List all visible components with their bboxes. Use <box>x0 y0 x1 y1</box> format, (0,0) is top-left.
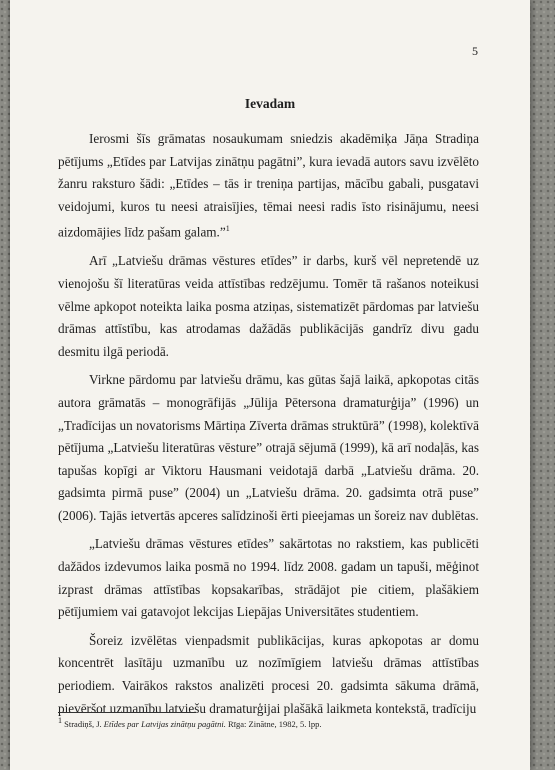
page-number: 5 <box>472 44 478 58</box>
paragraph: Ierosmi šīs grāmatas nosaukumam sniedzis akadēmiķa Jāņa Stradiņa pētījums „Etīdes par Latvijas zinātņu pagātni”, kura ievadā autors savu izvēlēto žanru raksturo šādi: „Etīdes – tās ir treniņa partijas, mācību gabali, pusgatavi veidojumi, kuros tu neesi atraisījies, tēmai neesi radis īsto risinājumu, neesi aizdomājies līdz pašam galam.”$^1$ <box>58 131 479 240</box>
paragraph: Virkne pārdomu par latviešu drāmu, kas gūtas šajā laikā, apkopotas citās autora grāmatās – monogrāfijās „Jūlija Pētersona dramaturģija” (1996) un „Tradīcijas un novatorisms Mārtiņa Zīverta drāmas struktūrā” (1998), kolektīvā pētījuma „Latviešu literatūras vēsture” otrajā sējumā (1999), kā arī nodaļās, kas tapušas kopīgi ar Viktoru Hausmani veidotajā darbā „Latviešu drāma. 20. gadsimta pirmā puse” (2004) un „Latviešu drāma. 20. gadsimta otrā puse” (2006). Tajās ietvertās apceres salīdzinoši ērti pieejamas un šoreiz nav dublētas. <box>58 372 479 523</box>
footnote-rest: Rīga: Zinātne, 1982, 5. lpp. <box>228 718 322 729</box>
paragraph: „Latviešu drāmas vēstures etīdes” sakārtotas no rakstiem, kas publicēti dažādos izdevumos laika posmā no 1994. līdz 2008. gadam un tapuši, mēģinot izprast drāmas attīstības kopsakarības, strādājot pie citiem, plašākiem pētījumiem vai gatavojot lekcijas Liepājas Universitātes studentiem. <box>58 536 479 620</box>
footnote <box>58 716 322 729</box>
footnote-divider <box>58 712 196 713</box>
footnote-ref: 1 <box>225 224 230 234</box>
book-page <box>10 0 530 770</box>
paragraph: Šoreiz izvēlētas vienpadsmit publikācijas, kuras apkopotas ar domu koncentrēt lasītāju uzmanību uz nozīmīgiem latviešu drāmas attīstības periodiem. Vairākos rakstos analizēti procesi 20. gadsimta sākuma drāmā, pievēršot uzmanību latviešu dramaturģijai plašākā laikmeta kontekstā, tradīciju <box>58 632 479 716</box>
footnote-title: Etīdes par Latvijas zinātņu pagātni. <box>103 718 226 729</box>
body-text <box>58 128 479 726</box>
paragraph: Arī „Latviešu drāmas vēstures etīdes” ir darbs, kurš vēl nepretendē uz vienojošu šī literatūras veida attīstības redzējumu. Tomēr tā rašanos noteikusi vēlme apkopot noteikta laika posma atziņas, sistematizēt pārdomas par latviešu drāmas attīstību, kas atrodamas dažādās publikācijās gandrīz divu gadu desmitu ilgā periodā. <box>58 253 479 359</box>
footnote-marker: 1 <box>58 716 62 725</box>
footnote-author: Stradiņš, J. <box>64 718 102 729</box>
chapter-title: Ievadam <box>244 96 296 111</box>
